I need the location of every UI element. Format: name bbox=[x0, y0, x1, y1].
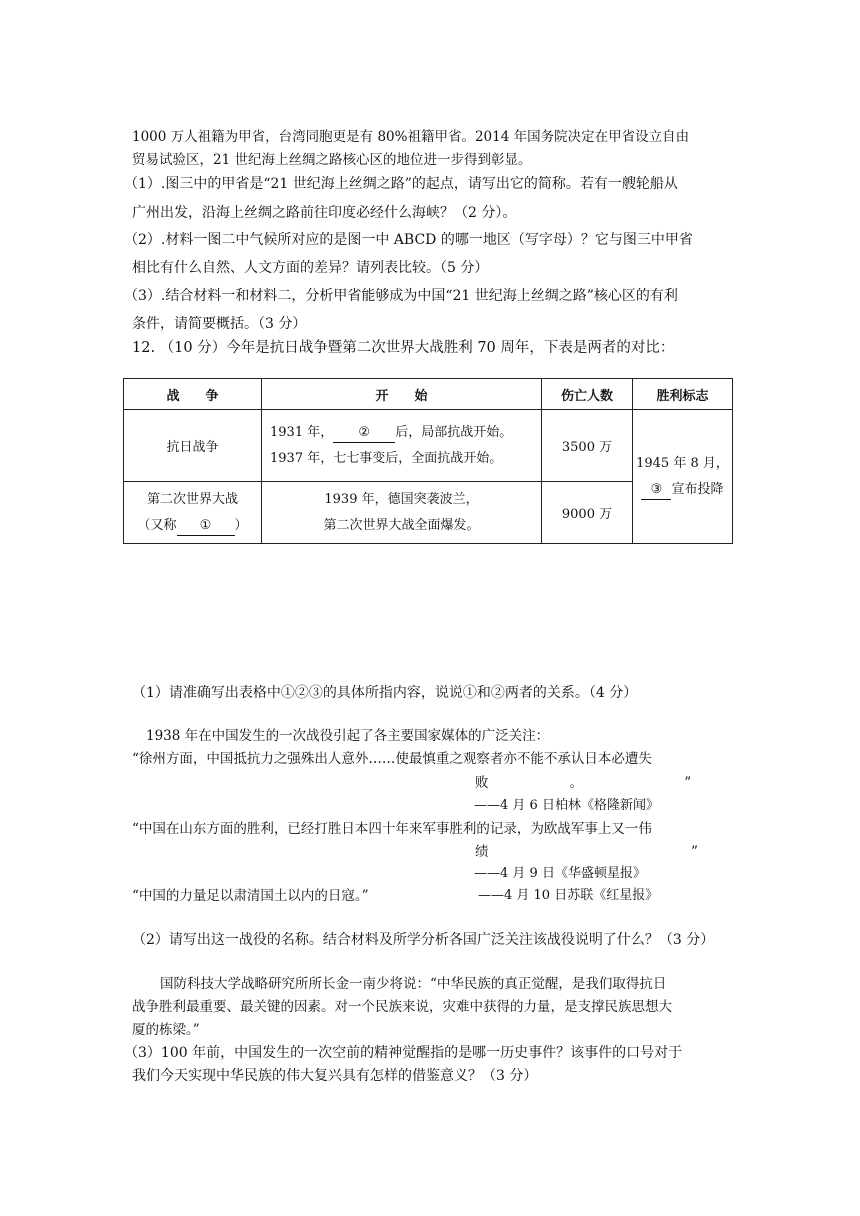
cell-casualties-antijapanese: 3500 万 bbox=[542, 410, 633, 482]
start-1939: 1939 年，德国突袭波兰， bbox=[324, 491, 479, 507]
q12-sub3-line1: （3）100 年前，中国发生的一次空前的精神觉醒指的是哪一历史事件？该事件的口号对于 bbox=[124, 1045, 683, 1061]
passage-line-2: 贸易试验区，21 世纪海上丝绸之路核心区的地位进一步得到彰显。 bbox=[132, 152, 532, 168]
material3-line3: 厦的栋梁。” bbox=[132, 1022, 200, 1038]
q12-title: 12. （10 分）今年是抗日战争暨第二次世界大战胜利 70 周年，下表是两者的对比： bbox=[132, 340, 675, 356]
material3-line1: 国防科技大学战略研究所所长金一南少将说：“中华民族的真正觉醒，是我们取得抗日 bbox=[160, 976, 667, 992]
passage-line-1: 1000 万人祖籍为甲省，台湾同胞更是有 80%祖籍甲省。2014 年国务院决定在甲省设立自由 bbox=[132, 129, 690, 145]
blank-1: ① bbox=[177, 517, 235, 536]
q11-part1-line1: （1）.图三中的甲省是“21 世纪海上丝绸之路”的起点，请写出它的简称。若有一艘轮船从 bbox=[124, 176, 678, 192]
quote2-source: ——4 月 9 日《华盛顿星报》 bbox=[474, 866, 646, 881]
quote1-line2: 败 。 ” bbox=[475, 775, 692, 791]
q11-part1-line2: 广州出发，沿海上丝绸之路前往印度必经什么海峡？（2 分）。 bbox=[132, 205, 517, 221]
ww2-name: 第二次世界大战 bbox=[146, 491, 238, 507]
header-casualties: 伤亡人数 bbox=[542, 379, 633, 410]
blank-2: ② bbox=[333, 424, 395, 443]
header-victory: 胜利标志 bbox=[633, 379, 733, 410]
war-comparison-table bbox=[123, 378, 733, 544]
ww2-alias-post: ） bbox=[234, 517, 248, 533]
cell-war-antijapanese: 抗日战争 bbox=[124, 410, 262, 482]
cell-start-antijapanese bbox=[262, 410, 542, 482]
q12-sub3-line2: 我们今天实现中华民族的伟大复兴具有怎样的借鉴意义？（3 分） bbox=[132, 1068, 538, 1084]
q12-sub1: （1）请准确写出表格中①②③的具体所指内容，说说①和②两者的关系。（4 分） bbox=[132, 685, 638, 701]
ww2-alias-pre: （又称 bbox=[137, 517, 177, 533]
start-1931-post: 后，局部抗战开始。 bbox=[395, 424, 513, 440]
quote1-line1: “徐州方面，中国抵抗力之强殊出人意外……使最慎重之观察者亦不能不承认日本必遭失 bbox=[132, 751, 652, 767]
cell-casualties-ww2: 9000 万 bbox=[542, 482, 633, 544]
quote2-line2: 绩 ” bbox=[475, 844, 698, 860]
start-1937: 1937 年，七七事变后，全面抗战开始。 bbox=[270, 450, 503, 466]
quote2-line1: “中国在山东方面的胜利，已经打胜日本四十年来军事胜利的记录，为欧战军事上又一伟 bbox=[132, 821, 652, 837]
q11-part2-line2: 相比有什么自然、人文方面的差异？请列表比较。（5 分） bbox=[132, 260, 489, 276]
cell-victory bbox=[633, 410, 733, 544]
q12-sub2: （2）请写出这一战役的名称。结合材料及所学分析各国广泛关注该战役说明了什么？（3 分） bbox=[132, 932, 715, 948]
start-1931-pre: 1931 年， bbox=[270, 424, 334, 440]
header-start: 开 始 bbox=[262, 379, 542, 410]
quote1-source: ——4 月 6 日柏林《格隆新闻》 bbox=[474, 798, 659, 813]
quote3: “中国的力量足以肃清国土以内的日寇。” bbox=[132, 888, 369, 904]
victory-post: 宣布投降 bbox=[671, 481, 724, 497]
material-intro: 1938 年在中国发生的一次战役引起了各主要国家媒体的广泛关注： bbox=[146, 728, 550, 744]
cell-start-ww2 bbox=[262, 482, 542, 544]
q11-part3-line2: 条件，请简要概括。（3 分） bbox=[132, 316, 307, 332]
material3-line2: 战争胜利最重要、最关键的因素。对一个民族来说，灾难中获得的力量，是支撑民族思想大 bbox=[132, 999, 672, 1015]
q11-part2-line1: （2）.材料一图二中气候所对应的是图一中 ABCD 的哪一地区（写字母）？它与图三中甲省 bbox=[124, 232, 693, 248]
blank-3: ③ bbox=[641, 481, 671, 500]
start-ww2-outbreak: 第二次世界大战全面爆发。 bbox=[323, 517, 480, 533]
quote3-source: ——4 月 10 日苏联《红星报》 bbox=[478, 888, 659, 903]
cell-war-ww2 bbox=[124, 482, 262, 544]
header-war: 战 争 bbox=[124, 379, 262, 410]
q11-part3-line1: （3）.结合材料一和材料二，分析甲省能够成为中国“21 世纪海上丝绸之路”核心区的有利 bbox=[124, 288, 678, 304]
victory-date: 1945 年 8 月， bbox=[636, 455, 729, 471]
